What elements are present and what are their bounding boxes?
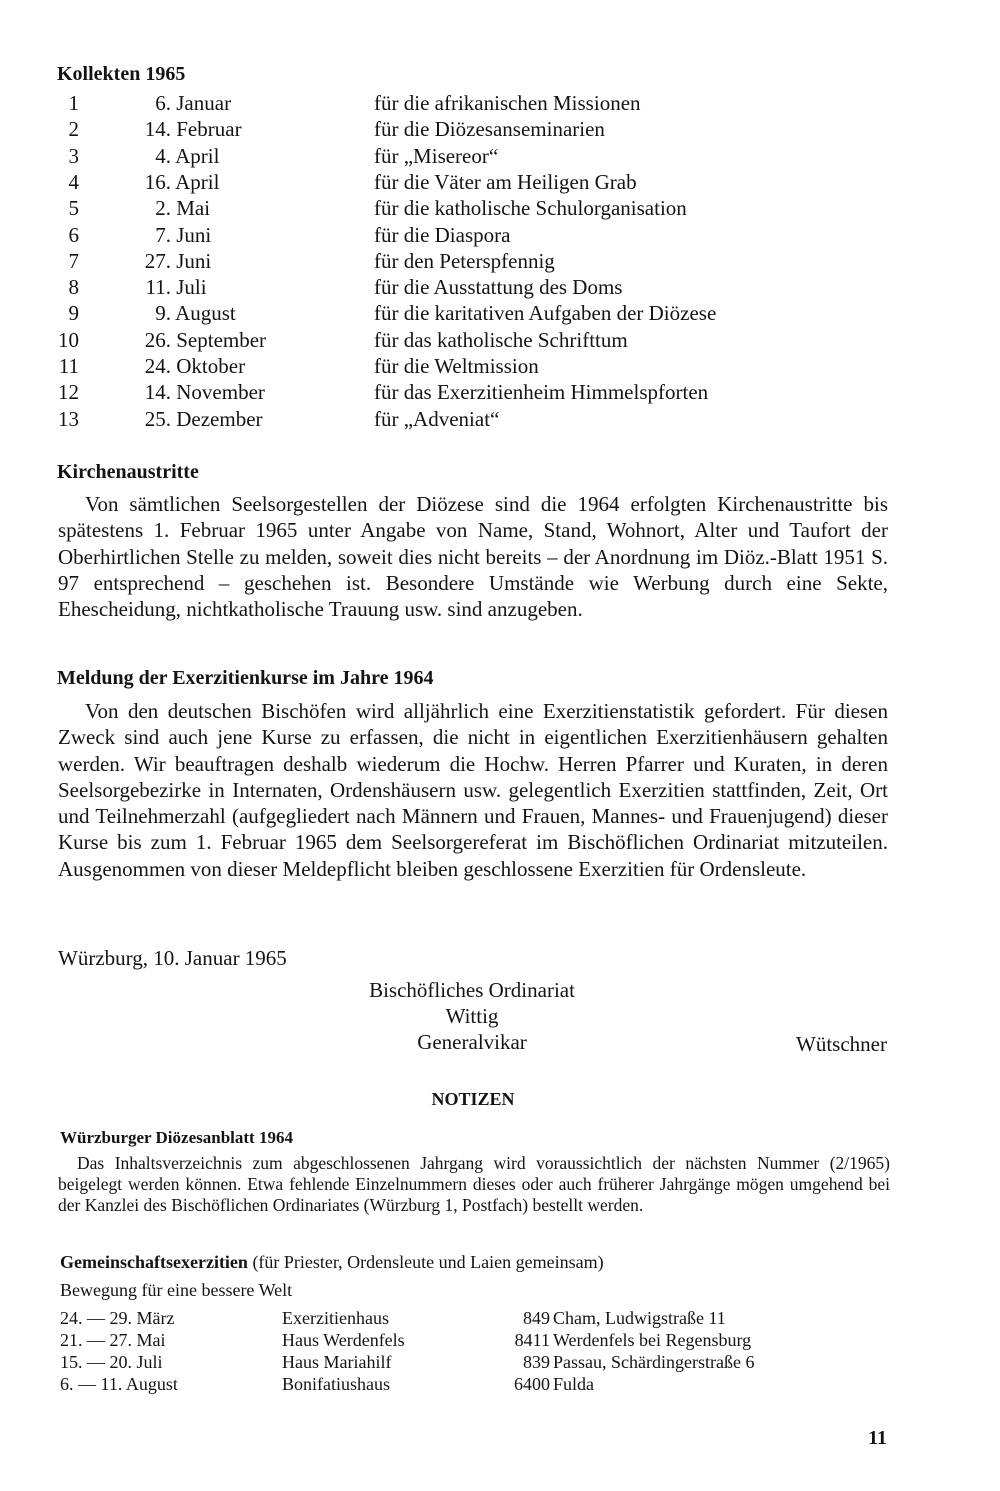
kollekte-date: [123, 249, 211, 274]
kollekte-day: 27.: [144, 248, 171, 273]
kollekte-number: 7: [68, 248, 79, 273]
page-number: 11: [868, 1427, 887, 1449]
kollekte-day: 14.: [144, 380, 171, 405]
signature-title: Generalvikar: [417, 1030, 527, 1054]
retreat-place: Werdenfels bei Regensburg: [553, 1330, 752, 1350]
kollekte-date: [123, 301, 236, 326]
kollekte-number: 9: [68, 301, 79, 326]
kollekte-day: 4.: [155, 143, 171, 168]
kollekte-month: November: [171, 380, 265, 405]
kollekte-number: 6: [68, 222, 79, 247]
retreat-house: Haus Mariahilf: [282, 1352, 392, 1372]
kollekte-day: 26.: [144, 327, 171, 352]
kollekte-number: 8: [68, 275, 79, 300]
kollekte-number: 10: [58, 327, 79, 352]
retreat-postcode: 8411: [514, 1330, 550, 1350]
dioezesanblatt-text: Das Inhaltsverzeichnis zum abgeschlossenen Jahrgang wird voraussichtlich der nächsten Nummer (2/1965) beigelegt werden können. Etwa fehlende Einzelnummern dieses oder auch früherer Jahrgänge mögen umgehend bei der Kanzlei des Bischöflichen Ordinariates (Würzburg 1, Postfach) bestellt werden.: [58, 1153, 890, 1216]
kollekte-day: 16.: [144, 169, 171, 194]
gemeinschaft-heading-suffix: (für Priester, Ordensleute und Laien gemeinsam): [247, 1252, 604, 1272]
kollekte-number: 13: [58, 406, 79, 431]
kollekte-number: 2: [68, 117, 79, 142]
kollekte-purpose: für die Väter am Heiligen Grab: [374, 169, 637, 194]
retreat-dates: 6. — 11. August: [60, 1374, 178, 1394]
kollekte-number: 5: [68, 196, 79, 221]
kollekte-month: Mai: [171, 196, 211, 221]
kollekte-month: Februar: [171, 117, 242, 142]
kollekte-date: [123, 117, 242, 142]
kollekte-day: 6.: [155, 91, 171, 115]
kollekte-number: 3: [68, 143, 79, 168]
kollekte-month: Juli: [171, 275, 207, 300]
kollekte-month: Juni: [171, 222, 212, 247]
signature-office: Bischöfliches Ordinariat: [369, 978, 575, 1002]
kollekte-date: [123, 354, 245, 379]
retreat-house: Bonifatiushaus: [282, 1374, 390, 1394]
kollekte-day: 14.: [144, 117, 171, 142]
signature-name: Wittig: [445, 1004, 499, 1028]
kollekte-date: [123, 91, 231, 116]
kollekte-day: 2.: [155, 196, 171, 221]
kollekte-month: Juni: [171, 248, 212, 273]
kollekten-heading: Kollekten 1965: [57, 63, 186, 85]
kollekte-month: April: [171, 169, 220, 194]
kollekte-purpose: für das Exerzitienheim Himmelspforten: [374, 380, 709, 405]
kollekte-day: 7.: [155, 222, 171, 247]
kollekte-date: [123, 144, 219, 169]
retreat-dates: 24. — 29. März: [60, 1308, 175, 1328]
gemeinschaft-heading-line: [60, 1252, 604, 1273]
signature-place-date: Würzburg, 10. Januar 1965: [58, 946, 287, 970]
retreat-place: Fulda: [553, 1374, 595, 1394]
kollekte-day: 25.: [144, 406, 171, 431]
kollekte-date: [123, 275, 207, 300]
retreat-dates: 21. — 27. Mai: [60, 1330, 166, 1350]
kollekte-purpose: für „Adveniat“: [374, 406, 500, 431]
retreat-place: Passau, Schärdingerstraße 6: [553, 1352, 755, 1372]
kollekte-number: 12: [58, 380, 79, 405]
kollekte-purpose: für die Ausstattung des Doms: [374, 275, 623, 300]
kirchenaustritte-heading: Kirchenaustritte: [57, 461, 199, 483]
kollekte-purpose: für „Misereor“: [374, 143, 499, 168]
kollekte-purpose: für den Peterspfennig: [374, 248, 555, 273]
dioezesanblatt-heading: Würzburger Diözesanblatt 1964: [60, 1128, 293, 1147]
retreat-place: Cham, Ludwigstraße 11: [553, 1308, 726, 1328]
retreat-postcode: 849: [523, 1308, 550, 1328]
kollekte-month: September: [171, 327, 267, 352]
kollekte-month: Januar: [171, 91, 232, 115]
kollekte-date: [123, 196, 210, 221]
kollekte-purpose: für die Diaspora: [374, 222, 511, 247]
exerzitienkurse-text: Von den deutschen Bischöfen wird alljährlich eine Exerzitienstatistik gefordert. Für diesen Zweck sind auch jene Kurse zu erfassen, die nicht in eigentlichen Exerzitienhäusern gehalten werden. Wir beauftragen deshalb wiederum die Hochw. Herren Pfarrer und Kuraten, in deren Seelsorgebezirke in Internaten, Ordenshäusern usw. gelegentlich Exerzitien stattfinden, Zeit, Ort und Teilnehmerzahl (aufgegliedert nach Männern und Frauen, Mannes- und Frauenjugend) dieser Kurse bis zum 1. Februar 1965 dem Seelsorgereferat im Bischöflichen Ordinariat mitzuteilen. Ausgenommen von dieser Meldepflicht bleiben geschlossene Exerzitien für Ordensleute.: [58, 699, 888, 881]
kollekte-purpose: für die katholische Schulorganisation: [374, 196, 687, 221]
kollekte-date: [123, 223, 211, 248]
kollekte-month: Oktober: [171, 354, 246, 378]
kollekte-day: 24.: [144, 354, 171, 378]
kollekte-date: [123, 380, 265, 405]
kirchenaustritte-text: Von sämtlichen Seelsorgestellen der Diözese sind die 1964 erfolgten Kirchenaustritte bis spätestens 1. Februar 1965 unter Angabe von Name, Stand, Wohnort, Alter und Taufort der Oberhirtlichen Stelle zu melden, soweit dies nicht bereits – der Anordnung im Diöz.-Blatt 1951 S. 97 entsprechend – geschehen ist. Besondere Umstände wie Werbung durch eine Sekte, Ehescheidung, nichtkatholische Trauung usw. sind anzugeben.: [58, 492, 888, 622]
retreat-postcode: 6400: [514, 1374, 550, 1394]
exerzitienkurse-heading: Meldung der Exerzitienkurse im Jahre 1964: [57, 667, 434, 689]
kollekte-date: [123, 170, 219, 195]
retreat-house: Haus Werdenfels: [282, 1330, 405, 1350]
kollekte-month: April: [171, 143, 220, 168]
notizen-heading: NOTIZEN: [431, 1089, 515, 1109]
retreat-dates: 15. — 20. Juli: [60, 1352, 163, 1372]
kollekte-purpose: für die karitativen Aufgaben der Diözese: [374, 301, 717, 326]
kollekte-purpose: für das katholische Schrifttum: [374, 327, 628, 352]
kollekte-date: [123, 328, 266, 353]
kollekte-month: August: [171, 301, 236, 326]
kollekte-purpose: für die Diözesanseminarien: [374, 117, 605, 142]
kollekte-purpose: für die Weltmission: [374, 354, 539, 378]
kollekte-date: [123, 407, 263, 432]
signature-right-name: Wütschner: [796, 1032, 887, 1056]
gemeinschaft-heading: Gemeinschaftsexerzitien: [60, 1252, 248, 1272]
kollekte-number: 4: [68, 169, 79, 194]
retreat-house: Exerzitienhaus: [282, 1308, 389, 1328]
kollekte-number: 1: [68, 91, 79, 115]
retreat-postcode: 839: [523, 1352, 550, 1372]
kollekte-day: 9.: [155, 301, 171, 326]
kollekte-purpose: für die afrikanischen Missionen: [374, 91, 641, 115]
kollekte-day: 11.: [145, 275, 171, 300]
gemeinschaft-subheading: Bewegung für eine bessere Welt: [60, 1280, 293, 1300]
kollekte-number: 11: [58, 354, 79, 378]
kollekte-month: Dezember: [171, 406, 263, 431]
